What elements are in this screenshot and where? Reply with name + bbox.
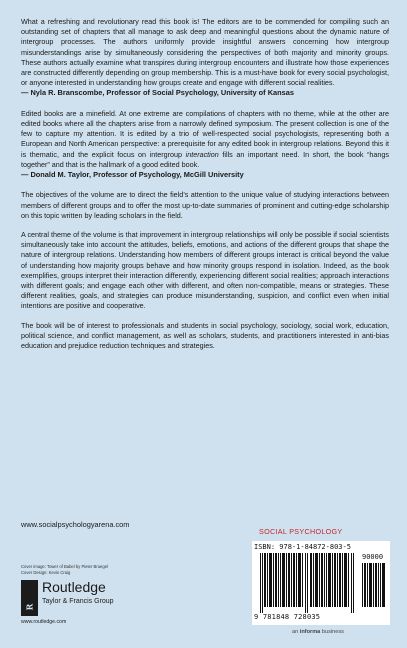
cover-text [21,17,389,351]
review-2-text-before: Edited books are a minefield. At one extreme are compilations of chapters with no theme, while at the other are edited books where all the chapters arise from a narrowly defined symposium. The present collection is one of the few to capture my attention. It is edited by a trio of well-respected social psychologists, representing both a European and North American perspective: a prerequisite for any edited book in intergroup relations. Beyond this it is thematic, and the explicit focus on intergroup [21,108,389,159]
price-code: 90000 [362,553,384,561]
routledge-logo-icon: R [21,580,38,616]
description-paragraph-3: The book will be of interest to professionals and students in social psychology, sociology, social work, education, political science, and conflict management, as well as scholars, students, and practitioners interested in anti-bias education and prejudice reduction techniques and strategies. [21,320,389,351]
review-1-text: What a refreshing and revolutionary read this book is! The editors are to be commended for compiling such an outstanding set of chapters that all manage to ask deep and meaningful questions about the dynamic nature of intergroup processes. The authors uniformly provide insightful answers concerning how intergroup misunderstandings arise by simultaneously considering the perspectives of both majority and minority groups. These authors actually examine what transpires during intergroup encounters and illustrate how those experiences are constructed differently depending on group membership. This is a must-have book for every social psychologist, or anyone interested in understanding how groups create and engage with different social realities. [21,17,389,88]
informa-business-line [292,629,344,635]
publisher-url[interactable]: www.routledge.com [21,619,67,625]
price-barcode [362,563,386,607]
publisher-name: Routledge [42,579,106,595]
website-link[interactable]: www.socialpsychologyarena.com [21,520,130,529]
isbn-barcode [260,553,356,613]
cover-design-credit: Cover Design: Kevin Craig [21,570,71,575]
publisher-group: Taylor & Francis Group [42,598,114,605]
description-paragraph-2: A central theme of the volume is that improvement in intergroup relationships will only be possible if social scientists simultaneously take into account the attitudes, beliefs, emotions, and actions of the different groups that shape the nature of intergroup relations. Understanding how members of different groups interact is critical beyond the value of understanding how majority groups behave and how minority groups respond in isolation. Indeed, as the book exemplifies, groups interpret their interaction differently, experiencing different social realities; approach interactions with different goals; and engage each other with different, and often non-compatible, means or strategies. These different realities, goals, and strategies can produce misunderstanding, suspicion, and conflict even when initial intentions are positive and cooperative. [21,230,389,311]
subject-category: SOCIAL PSYCHOLOGY [259,527,343,536]
ean-digits: 9 781848 728035 [254,613,321,621]
review-2-text-italic: interaction [185,149,219,159]
informa-prefix: an [292,629,300,635]
review-1-attribution: — Nyla R. Branscombe, Professor of Social Psychology, University of Kansas [21,88,294,98]
review-2-text-after: fills an important need. In short, the book “hangs together” and that is the hallmark of a good edited book. [21,149,389,169]
informa-name: informa [299,629,321,635]
isbn-label: ISBN: 978-1-84872-803-5 [254,543,351,551]
barcode-panel [252,541,390,625]
review-2-text [21,109,389,170]
cover-credits [21,564,108,576]
description-paragraph-1: The objectives of the volume are to direct the field’s attention to the unique value of studying interactions between members of different groups and to offer the most up-to-date summaries of prominent and cutting-edge scholarship on this topic written by leading scholars in the field. [21,190,389,220]
review-2-attribution: — Donald M. Taylor, Professor of Psychology, McGill University [21,170,244,180]
cover-image-credit: Cover image: Tower of Babel by Pieter Bruegel [21,564,108,569]
informa-suffix: business [320,629,344,635]
